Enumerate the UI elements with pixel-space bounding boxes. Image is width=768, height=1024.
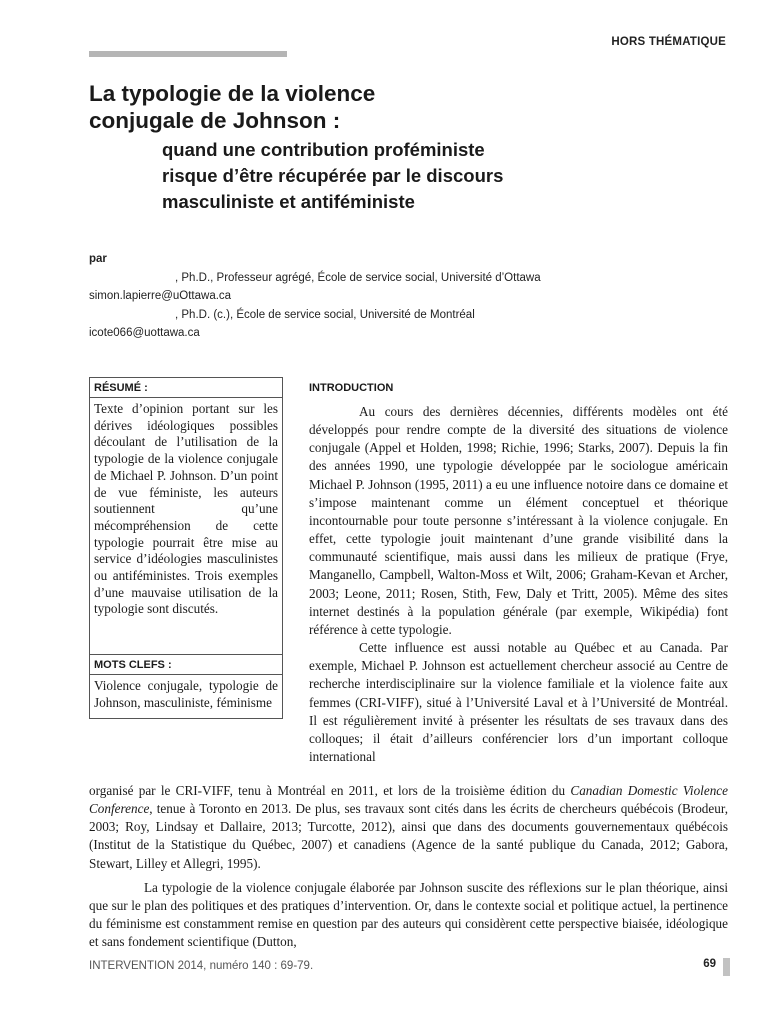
author-1-email[interactable]: simon.lapierre@uOttawa.ca <box>89 290 232 302</box>
author-2-email[interactable]: icote066@uottawa.ca <box>89 327 200 339</box>
keywords-heading: MOTS CLEFS : <box>90 655 282 675</box>
author-par: par <box>89 253 107 265</box>
abstract-text: Texte d’opinion portant sur les dérives idéologiques possibles découlant de l’utilisation de la typologie de la violence conjugale de Michael P. Johnson. D’un point de vue féministe, les auteurs soutiennent qu’une mécompréhension de cette typologie pourrait être mise au service d’idéologies masculinistes ou antiféministes. Trois exemples d’une mauvaise utilisation de la typologie sont discutés. <box>94 401 278 617</box>
subtitle-line-1: quand une contribution proféministe <box>162 139 485 160</box>
author-1-affiliation: , Ph.D., Professeur agrégé, École de service social, Université d’Ottawa <box>175 271 541 284</box>
intro-paragraph-2-end <box>89 782 728 873</box>
abstract-box <box>89 377 283 719</box>
intro-paragraph-2-start: Cette influence est aussi notable au Québec et au Canada. Par exemple, Michael P. Johnson est actuellement chercheur associé au Centre de recherche interdisciplinaire sur la violence familiale et la violence faite aux femmes (CRI-VIFF), situé à l’Université Laval et à l’Université de Montréal. Il est régulièrement invité à présenter les résultats de ses travaux dans des colloques; il était d’ailleurs conférencier lors d’un important colloque international <box>309 640 728 764</box>
title-line-1: La typologie de la violence <box>89 81 376 106</box>
author-2-affiliation: , Ph.D. (c.), École de service social, Université de Montréal <box>175 308 475 321</box>
header-rule <box>89 51 287 57</box>
footer-marker <box>723 958 730 976</box>
introduction-column <box>309 403 728 766</box>
conference-title: Canadian Domestic Violence Conference <box>89 783 728 817</box>
journal-citation: INTERVENTION 2014, numéro 140 : 69-79. <box>89 960 314 972</box>
section-label: HORS THÉMATIQUE <box>611 36 726 48</box>
author-block <box>89 250 709 343</box>
subtitle-line-3: masculiniste et antiféministe <box>162 191 415 212</box>
subtitle <box>162 137 709 215</box>
intro-paragraph-1: Au cours des dernières décennies, différents modèles ont été développés pour rendre compte de la diversité des situations de violence conjugale (Appel et Holden, 1998; Richie, 1996; Starks, 2007). Depuis la fin des années 1990, une typologie développée par le sociologue américain Michael P. Johnson (1995, 2011) a eu une influence notoire dans ce domaine et s’impose maintenant comme un élément conceptuel et théorique incontournable pour toute personne s’intéressant à la violence conjugale. En effet, cette typologie jouit maintenant d’une grande visibilité dans la communauté scientifique, mais aussi dans les milieux de pratique (Frye, Manganello, Campbell, Walton-Moss et Wilt, 2006; Graham-Kevan et Archer, 2003; Leone, 2011; Rosen, Stith, Few, Daly et Tritt, 2005). Même des sites internet destinés à la population générale (par exemple, Wikipédia) font référence à cette typologie. <box>309 404 728 637</box>
paragraph-2-text-b: , tenue à Toronto en 2013. De plus, ses travaux sont cités dans les écrits de chercheurs québécois (Brodeur, 2003; Roy, Lindsay et Dallaire, 2013; Turcotte, 2012), ainsi que dans des documents gouvernementaux québécois (Institut de la Statistique du Québec, 2007) et canadiens (Agence de la santé publique du Canada, 2012; Gabora, Stewart, Lilley et Allegri, 1995). <box>89 801 728 871</box>
keywords-text: Violence conjugale, typologie de Johnson, masculiniste, féminisme <box>94 678 278 710</box>
page-number: 69 <box>703 958 716 970</box>
article-title <box>89 80 709 215</box>
full-width-text <box>89 782 728 951</box>
introduction-heading: INTRODUCTION <box>309 382 394 394</box>
abstract-heading: RÉSUMÉ : <box>90 378 282 398</box>
abstract-spacer <box>90 624 282 655</box>
subtitle-line-2: risque d’être récupérée par le discours <box>162 165 504 186</box>
intro-paragraph-3: La typologie de la violence conjugale élaborée par Johnson suscite des réflexions sur le plan théorique, ainsi que sur le plan des politiques et des pratiques d’intervention. Or, dans le contexte social et politique actuel, la pertinence du féminisme est constamment remise en question par des auteurs qui considèrent cette perspective biaisée, idéologique et sans fondement scientifique (Dutton, <box>89 879 728 950</box>
title-line-2: conjugale de Johnson : <box>89 108 341 133</box>
paragraph-2-text-a: organisé par le CRI-VIFF, tenu à Montréal en 2011, et lors de la troisième édition du <box>89 783 571 798</box>
